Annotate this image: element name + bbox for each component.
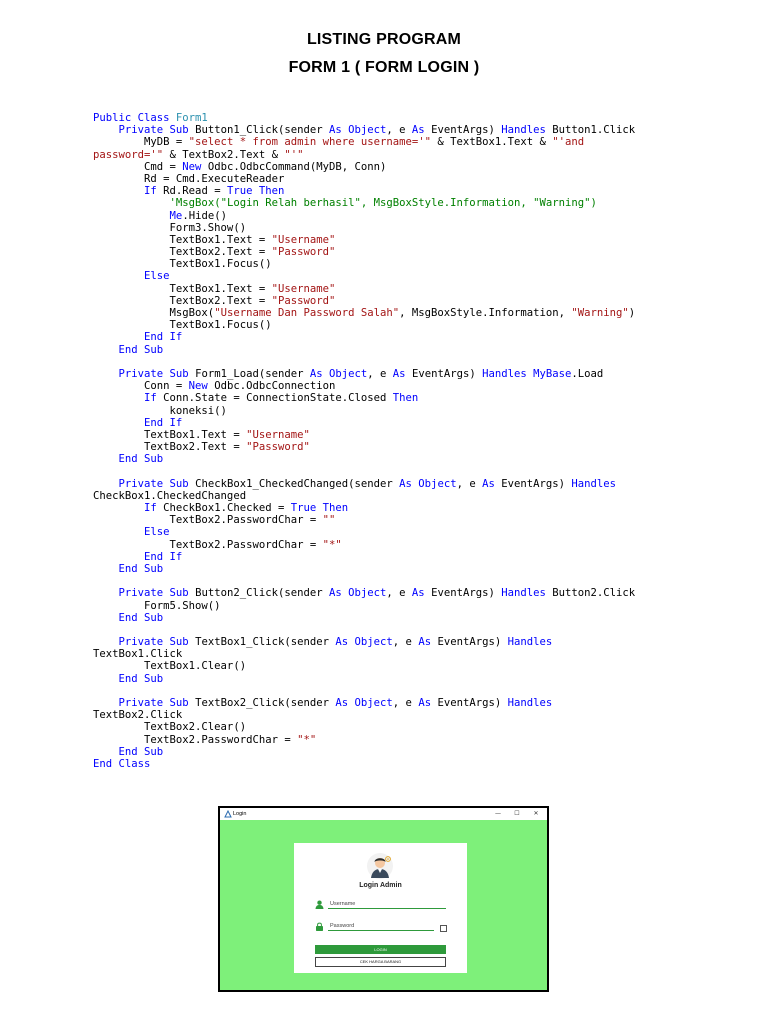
code-token: , e — [392, 697, 419, 709]
code-token: .Hide() — [182, 209, 227, 222]
code-token: As — [418, 636, 438, 649]
code-token: "Password" — [271, 246, 336, 259]
code-token: As Object — [329, 124, 387, 137]
login-button[interactable]: LOGIN — [315, 945, 446, 954]
code-token: If — [144, 502, 164, 514]
code-token: TextBox2.Text = — [93, 441, 247, 454]
code-token: Button1_Click(sender — [195, 124, 329, 137]
code-token: End Sub — [118, 745, 164, 758]
code-token: "Password" — [271, 294, 336, 307]
code-token: EventArgs) — [411, 367, 483, 380]
code-token: "Warning" — [571, 307, 629, 319]
code-token: MsgBox( — [93, 307, 215, 319]
code-line — [93, 441, 713, 453]
code-token: TextBox1.Text = — [93, 428, 247, 441]
code-token — [93, 453, 119, 465]
code-token: Me — [169, 209, 183, 222]
code-token: End Sub — [118, 672, 164, 685]
code-line — [93, 295, 713, 307]
code-token: koneksi() — [93, 404, 227, 417]
code-token: "*" — [297, 733, 317, 746]
code-token: "select * from admin where username='" — [188, 136, 432, 149]
code-token: , e — [386, 124, 412, 137]
code-token: As — [411, 124, 432, 137]
code-line — [93, 307, 713, 319]
page-title: LISTING PROGRAM — [306, 31, 462, 48]
code-token: TextBox1.Click — [93, 648, 183, 661]
code-line — [93, 478, 713, 490]
code-line — [93, 368, 713, 380]
code-line — [93, 465, 713, 477]
code-token: As Object — [399, 477, 457, 490]
code-token: End Sub — [118, 562, 164, 575]
login-window — [220, 808, 547, 990]
user-icon — [315, 900, 324, 909]
code-line — [93, 660, 713, 672]
code-line — [93, 380, 713, 392]
code-listing — [93, 112, 713, 770]
code-token: TextBox2.Text = — [93, 246, 272, 259]
code-token — [93, 197, 170, 209]
code-token: Conn.State = ConnectionState.Closed — [163, 392, 393, 405]
code-token — [93, 331, 144, 343]
code-token — [93, 551, 144, 563]
page-subtitle: FORM 1 ( FORM LOGIN ) — [288, 59, 480, 76]
code-token: CheckBox1.CheckedChanged — [93, 489, 247, 502]
code-token — [93, 673, 119, 685]
code-token: ) — [628, 307, 636, 319]
code-token: Handles — [501, 124, 553, 137]
code-token: End Class — [93, 757, 151, 770]
code-token: Form1_Load(sender — [195, 367, 310, 380]
code-token: Cmd = — [93, 160, 183, 173]
code-line — [93, 514, 713, 526]
code-line — [93, 222, 713, 234]
code-token: & TextBox1.Text & — [431, 136, 553, 149]
code-line — [93, 429, 713, 441]
code-token — [93, 612, 119, 624]
code-token: Handles — [501, 587, 553, 600]
code-line — [93, 746, 713, 758]
code-token: TextBox2.PasswordChar = — [93, 514, 323, 527]
code-token: Private Sub — [118, 636, 196, 649]
code-token — [93, 344, 119, 356]
code-line — [93, 197, 713, 209]
code-line — [93, 405, 713, 417]
minimize-button[interactable]: — — [495, 810, 501, 817]
code-token — [93, 368, 119, 380]
code-token: Button1.Click — [552, 124, 636, 137]
code-token: New — [188, 380, 215, 393]
cek-harga-barang-button[interactable]: CEK HARGA BARANG — [315, 957, 446, 967]
login-form-screenshot — [218, 806, 549, 992]
code-token: Form1 — [175, 112, 208, 124]
code-token: As Object — [309, 367, 368, 380]
code-line — [93, 234, 713, 246]
code-line — [93, 648, 713, 660]
code-line — [93, 258, 713, 270]
code-token: New — [182, 160, 208, 173]
code-token: password='" — [93, 148, 164, 161]
code-token: "Username Dan Password Salah" — [214, 307, 400, 319]
code-token — [93, 392, 144, 404]
code-token: True Then — [290, 502, 349, 514]
code-token: Conn = — [93, 380, 189, 393]
code-token: "Username" — [271, 233, 336, 246]
code-line — [93, 587, 713, 599]
code-line — [93, 673, 713, 685]
code-line — [93, 173, 713, 185]
code-token: TextBox2.Clear() — [93, 721, 247, 734]
code-token: Odbc.OdbcCommand(MyDB, Conn) — [207, 160, 387, 173]
code-token: "*" — [322, 538, 342, 551]
code-line — [93, 721, 713, 733]
maximize-button[interactable]: ☐ — [514, 810, 520, 817]
code-token: Form5.Show() — [93, 599, 221, 612]
code-token: "'" — [284, 148, 304, 161]
close-button[interactable]: ✕ — [533, 810, 539, 817]
code-token: TextBox2_Click(sender — [195, 697, 336, 709]
code-token — [93, 587, 119, 599]
login-heading: Login Admin — [359, 882, 402, 889]
code-line — [93, 112, 713, 124]
code-line — [93, 185, 713, 197]
code-token — [93, 417, 144, 429]
code-token — [93, 502, 144, 514]
code-token: TextBox1.Focus() — [93, 258, 272, 271]
code-token: Odbc.OdbcConnection — [214, 380, 336, 393]
code-token: 'MsgBox("Login Relah berhasil", MsgBoxStyle.Information, "Warning") — [169, 197, 597, 210]
code-token — [93, 746, 119, 758]
code-token: Handles — [507, 697, 553, 709]
code-token — [93, 697, 119, 709]
code-line — [93, 563, 713, 575]
window-titlebar — [220, 808, 547, 820]
code-token: Rd.Read = — [163, 185, 227, 198]
window-title: Login — [233, 811, 247, 817]
code-token: Private Sub — [118, 367, 196, 380]
code-line — [93, 246, 713, 258]
code-token: "Username" — [271, 282, 336, 295]
code-token: Button2.Click — [552, 587, 636, 600]
code-line — [93, 331, 713, 343]
code-token: TextBox1.Text = — [93, 233, 272, 246]
code-token: EventArgs) — [437, 697, 508, 709]
code-token: As — [482, 477, 502, 490]
code-token: Handles — [507, 636, 553, 649]
code-token: As Object — [335, 697, 393, 709]
code-token: If — [144, 392, 164, 405]
code-token: As — [411, 587, 432, 600]
code-token — [93, 478, 119, 490]
code-line — [93, 685, 713, 697]
code-token: TextBox2.PasswordChar = — [93, 538, 323, 551]
code-line — [93, 758, 713, 770]
code-token: CheckBox1.Checked = — [163, 502, 291, 514]
code-line — [93, 161, 713, 173]
code-token: Rd = Cmd.ExecuteReader — [93, 172, 285, 185]
code-token: MyDB = — [93, 136, 189, 149]
username-field[interactable]: Username — [328, 900, 446, 909]
code-line — [93, 636, 713, 648]
code-token: As Object — [335, 636, 393, 649]
code-token: & TextBox2.Text & — [163, 148, 285, 161]
code-token — [93, 210, 170, 222]
code-token — [93, 563, 119, 575]
code-line — [93, 417, 713, 429]
code-line — [93, 697, 713, 709]
code-token: EventArgs) — [437, 636, 508, 649]
code-line — [93, 136, 713, 148]
code-token: End Sub — [118, 343, 164, 356]
code-token: TextBox2.Text = — [93, 294, 272, 307]
code-token: "Username" — [246, 428, 310, 441]
code-token: TextBox2.PasswordChar = — [93, 733, 298, 746]
code-token: End If — [144, 331, 183, 344]
code-token: TextBox2.Click — [93, 709, 183, 722]
code-token: End Sub — [118, 611, 164, 624]
code-token: If — [144, 185, 164, 198]
code-line — [93, 210, 713, 222]
lock-icon — [315, 922, 324, 931]
code-token: .Load — [571, 367, 604, 380]
code-line — [93, 319, 713, 331]
code-line — [93, 392, 713, 404]
code-token: Private Sub — [118, 477, 196, 490]
code-token: Public Class — [93, 112, 176, 124]
code-line — [93, 124, 713, 136]
code-token — [93, 185, 144, 197]
code-token: As Object — [329, 587, 387, 600]
code-line — [93, 490, 713, 502]
code-line — [93, 575, 713, 587]
code-line — [93, 551, 713, 563]
code-token: , MsgBoxStyle.Information, — [399, 307, 572, 319]
code-line — [93, 709, 713, 721]
code-line — [93, 356, 713, 368]
code-line — [93, 283, 713, 295]
code-token — [93, 124, 119, 136]
code-token: Private Sub — [118, 587, 196, 600]
code-line — [93, 539, 713, 551]
code-line — [93, 624, 713, 636]
code-token: TextBox1.Clear() — [93, 660, 247, 673]
code-token: Private Sub — [118, 697, 196, 709]
code-line — [93, 734, 713, 746]
form-client-area — [220, 820, 547, 990]
password-field[interactable]: Password — [328, 922, 434, 931]
code-token: TextBox1_Click(sender — [195, 636, 336, 649]
code-token: "" — [322, 514, 336, 527]
code-token: Private Sub — [118, 124, 196, 137]
code-token — [93, 270, 144, 282]
code-token: EventArgs) — [501, 477, 572, 490]
code-token: EventArgs) — [431, 124, 502, 137]
code-line — [93, 453, 713, 465]
code-token: Else — [144, 526, 170, 539]
code-token: CheckBox1_CheckedChanged(sender — [195, 477, 400, 490]
code-token: TextBox1.Text = — [93, 282, 272, 295]
code-line — [93, 526, 713, 538]
code-token: , e — [392, 636, 419, 649]
code-token: Button2_Click(sender — [195, 587, 329, 600]
code-line — [93, 270, 713, 282]
code-token: Handles — [571, 477, 617, 490]
code-token: Then — [392, 392, 419, 405]
code-token: "Password" — [246, 441, 310, 454]
code-token: EventArgs) — [431, 587, 502, 600]
code-token: Else — [144, 270, 170, 283]
code-token: End Sub — [118, 453, 164, 466]
avatar-icon — [366, 852, 394, 880]
code-token: As — [392, 367, 412, 380]
login-panel — [294, 843, 467, 973]
code-token: Form3.Show() — [93, 221, 247, 234]
code-token: "'and — [552, 136, 585, 149]
app-icon — [224, 810, 232, 818]
code-token: , e — [367, 367, 393, 380]
code-token: , e — [456, 477, 483, 490]
code-token: End If — [144, 550, 183, 563]
code-token — [93, 526, 144, 538]
code-token — [93, 636, 119, 648]
code-line — [93, 612, 713, 624]
code-token: TextBox1.Focus() — [93, 319, 272, 332]
code-token: As — [418, 697, 438, 709]
code-token: End If — [144, 416, 183, 429]
code-line — [93, 502, 713, 514]
code-line — [93, 149, 713, 161]
show-password-checkbox[interactable] — [440, 925, 447, 932]
code-token: , e — [386, 587, 412, 600]
code-line — [93, 344, 713, 356]
code-line — [93, 600, 713, 612]
code-token: Handles MyBase — [482, 367, 572, 380]
code-token: True Then — [226, 185, 285, 198]
